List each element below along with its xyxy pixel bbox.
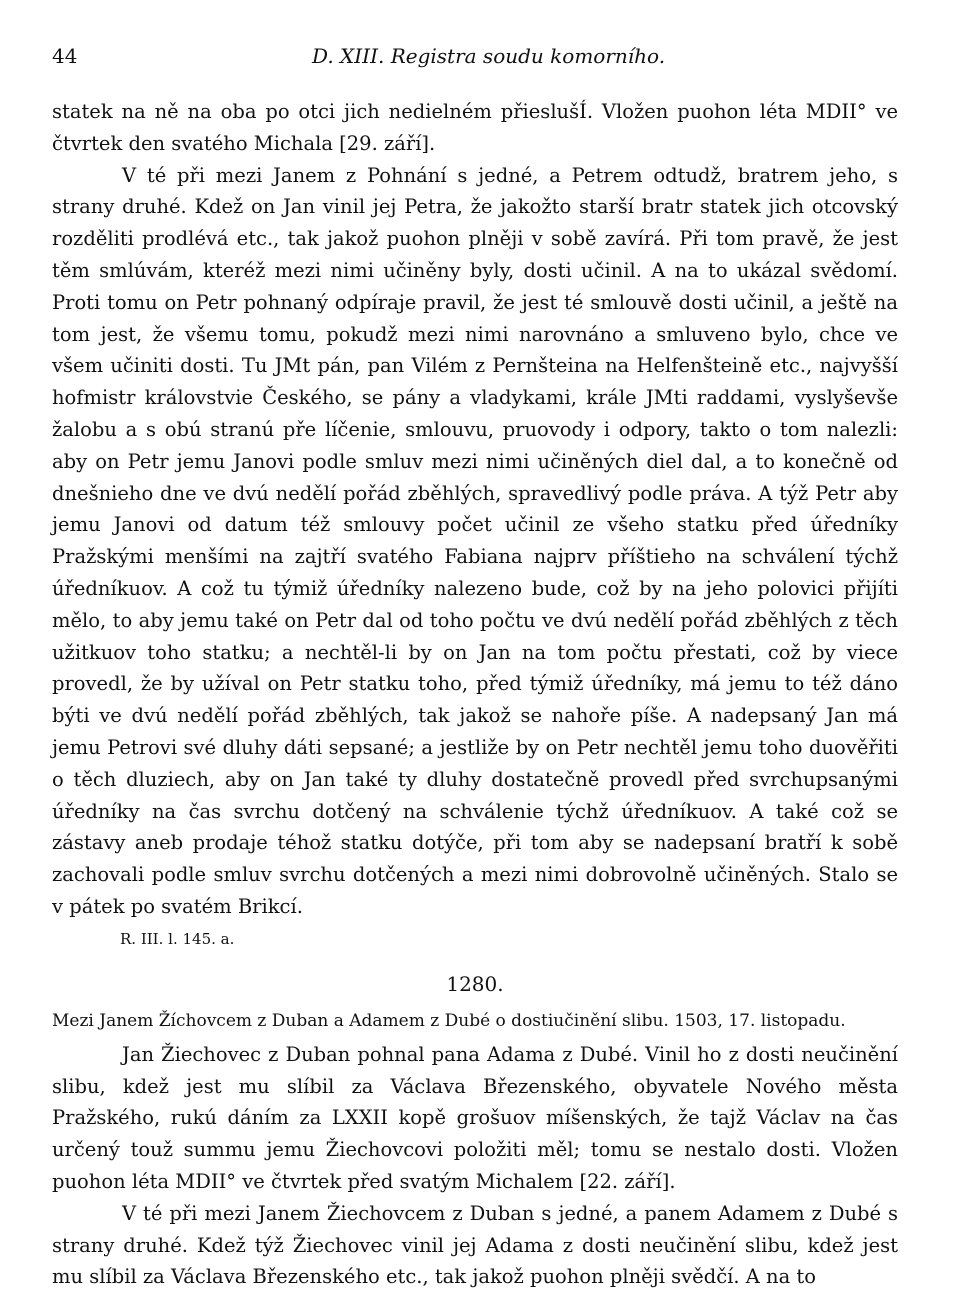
page-number: 44 xyxy=(52,44,78,68)
entry-1280-text xyxy=(52,1039,898,1293)
paragraph: Jan Žiechovec z Duban pohnal pana Adama z Dubé. Vinil ho z dosti neučinění slibu, kdež jest mu slíbil za Václava Březenského, obyvatele Nového města Pražského, rukú dáním za LXXII kopě grošuov míšenských, že tajž Václav na čas určený touž summu jemu Žiechovcovi položiti měl; tomu se nestalo dosti. Vložen puohon léta MDII° ve čtvrtek před svatým Michalem [22. září]. xyxy=(52,1042,898,1193)
paragraph: V té při mezi Janem Žiechovcem z Duban s jedné, a panem Adamem z Dubé s strany druhé. Kdež týž Žiechovec vinil jej Adama z dosti neučinění slibu, kdež jest mu slíbil za Václava Březenského etc., tak jakož puohon plněji svědčí. A na to xyxy=(52,1201,898,1289)
paragraph: statek na ně na oba po otci jich nedielném přieslušÍ. Vložen puohon léta MDII° ve čtvrtek den svatého Michala [29. září]. xyxy=(52,100,898,155)
running-head: D. XIII. Registra soudu komorního. xyxy=(312,44,666,68)
regest-summary: Mezi Janem Žíchovcem z Duban a Adamem z Dubé o dostiučinění slibu. 1503, 17. listopadu. xyxy=(52,1010,846,1031)
document-number: 1280. xyxy=(446,971,504,996)
source-reference: R. III. l. 145. a. xyxy=(120,929,235,948)
page-header xyxy=(52,44,898,74)
entry-1279-text xyxy=(52,96,898,923)
book-page xyxy=(52,44,898,1293)
paragraph: V té při mezi Janem z Pohnání s jedné, a Petrem odtudž, bratrem jeho, s strany druhé. Kdež on Jan vinil jej Petra, že jakožto starší bratr statek jich otcovský rozděliti prodlévá etc., tak jakož puohon plněji v sobě zavírá. Při tom pravě, že jest těm smlúvám, kteréž mezi nimi učiněny byly, dosti učinil. A na to ukázal svědomí. Proti tomu on Petr pohnaný odpíraje pravil, že jest té smlouvě dosti učinil, a ještě na tom jest, že všemu tomu, pokudž mezi nimi narovnáno a smluveno bylo, chce ve všem učiniti dosti. Tu JMt pán, pan Vilém z Pernšteina na Helfenšteině etc., najvyšší hofmistr královstvie Českého, se pány a vladykami, krále JMti raddami, vyslyševše žalobu a s obú stranú pře líčenie, smlouvu, pruovody i odpory, takto o tom nalezli: aby on Petr jemu Janovi podle smluv mezi nimi učiněných diel dal, a to konečně od dnešnieho dne ve dvú nedělí pořád zběhlých, spravedlivý podle práva. A týž Petr aby jemu Janovi od datum též smlouvy počet učinil ze všeho statku před úředníky Pražskými menšími na zajtří svatého Fabiana najprv příštieho na schválení týchž úředníkuov. A což tu týmiž úředníky nalezeno bude, což by na jeho polovici přijíti mělo, to aby jemu také on Petr dal od toho počtu ve dvú nedělí pořád zběhlých z těch užitkuov toho statku; a nechtěl-li by on Jan na tom počtu přestati, což by viece provedl, že by užíval on Petr statku toho, před týmiž úředníky, má jemu to též dáno býti ve dvú nedělí pořád zběhlých, tak jakož se nahoře píše. A nadepsaný Jan má jemu Petrovi své dluhy dáti sepsané; a jestliže by on Petr nechtěl jemu toho duověřiti o těch dluziech, aby on Jan také ty dluhy dostatečně provedl před svrchupsanými úředníky na čas svrchu dotčený na schválenie týchž úředníkuov. A také což se zástavy aneb prodaje téhož statku dotýče, při tom aby se nadepsaní bratří k sobě zachovali podle smluv svrchu dotčených a mezi nimi dobrovolně učiněných. Stalo se v pátek po svatém Brikcí. xyxy=(52,163,898,918)
